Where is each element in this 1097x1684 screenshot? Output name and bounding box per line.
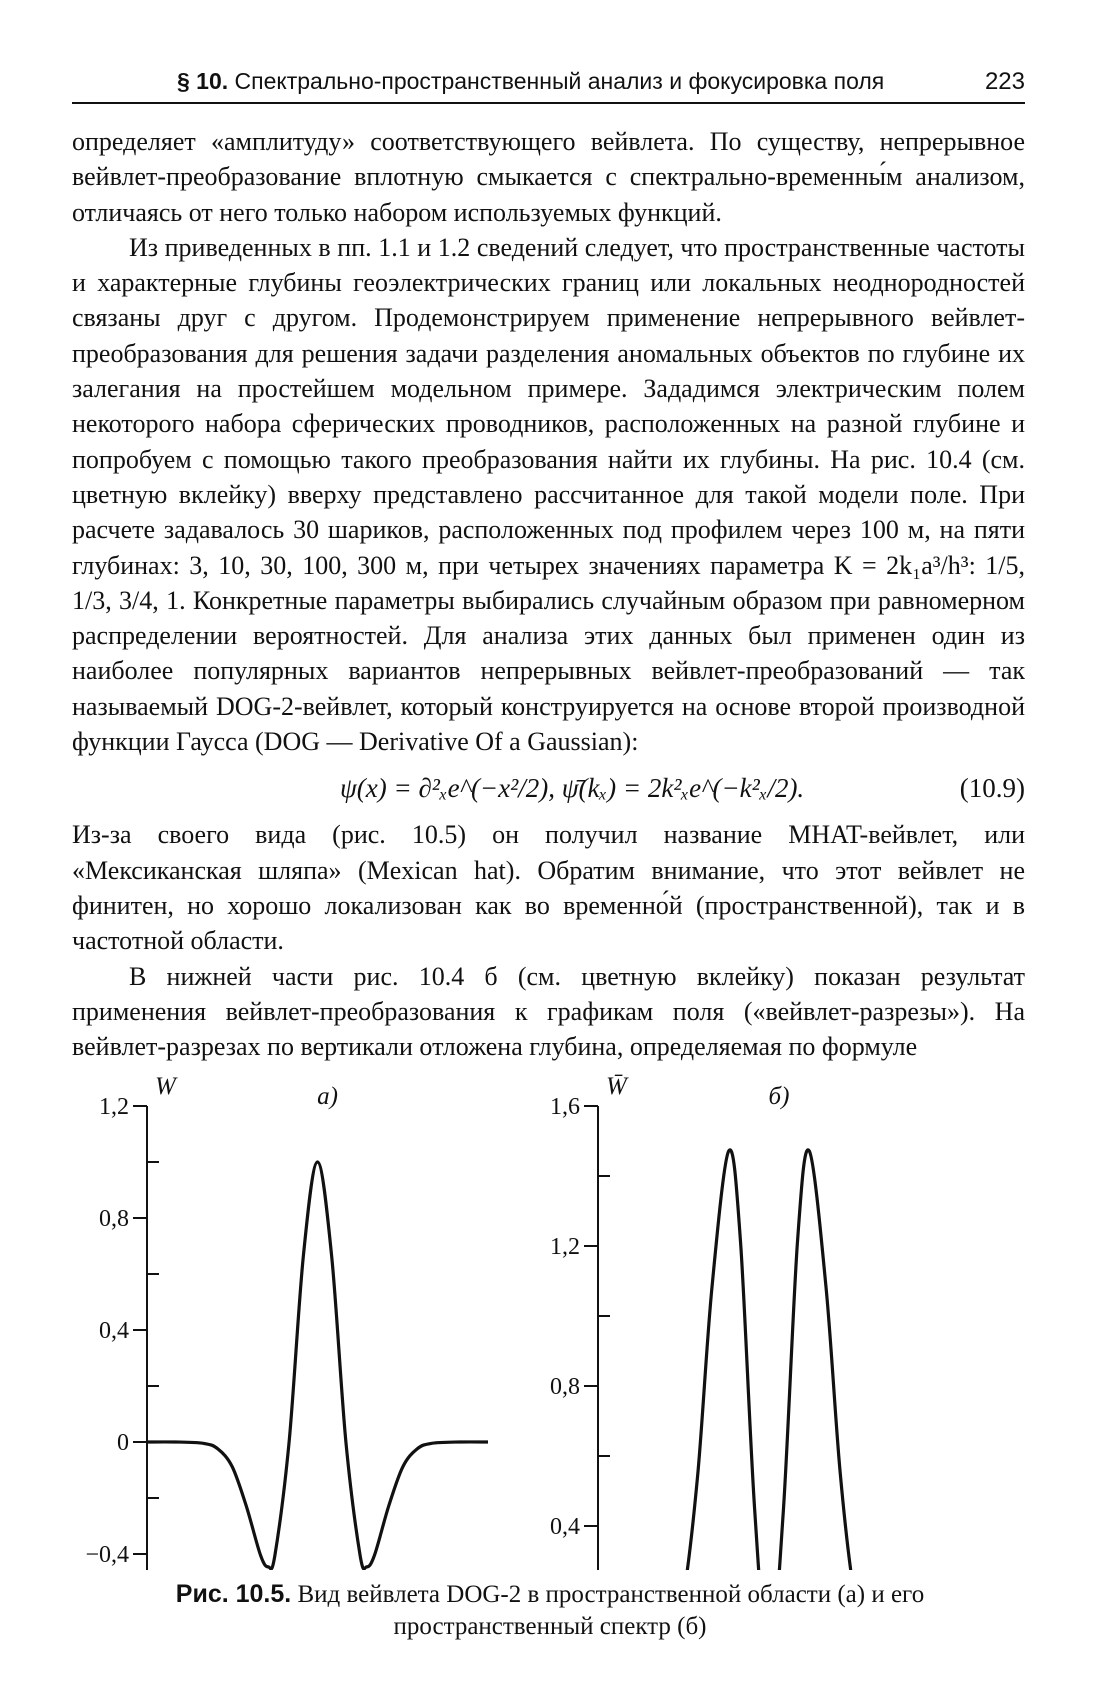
section-heading: § 10. Спектрально-пространственный анализ и фокусировка поля xyxy=(177,68,885,94)
figure-svg xyxy=(60,1070,1040,1570)
y-axis-label: W̄ xyxy=(606,1073,627,1100)
equation xyxy=(72,759,1025,817)
y-tick-label: 0,4 xyxy=(550,1514,580,1540)
y-tick-label: 0,8 xyxy=(99,1206,129,1232)
body-text xyxy=(72,124,1025,1064)
paragraph: определяет «амплитуду» соответствующего вейвлета. По существу, непрерывное вейвлет-преобразование вплотную смыкается с спектрально-временны́м анализом, отличаясь от него только набором используемых функций. xyxy=(72,127,1025,227)
y-tick-label: 0 xyxy=(117,1430,129,1456)
caption-label: Рис. 10.5. xyxy=(175,1580,292,1608)
series-line xyxy=(147,1162,488,1569)
series-line xyxy=(598,1150,940,1570)
y-tick-label: 1,2 xyxy=(550,1234,580,1260)
caption-text: Вид вейвлета DOG-2 в пространственной области (а) и его пространственный спектр (б) xyxy=(297,1581,925,1640)
figure-10-5 xyxy=(60,1070,1040,1570)
y-tick-label: 1,6 xyxy=(550,1094,580,1120)
equation-number: (10.9) xyxy=(959,773,1025,804)
y-tick-label: 1,2 xyxy=(99,1094,129,1120)
equation-body: ψ(x) = ∂²ₓe^(−x²/2), ψ̄(kₓ) = 2k²ₓe^(−k²ₓ/2). xyxy=(340,773,805,804)
figure-caption xyxy=(120,1578,980,1643)
running-head xyxy=(72,62,1025,104)
page-number: 223 xyxy=(984,68,1025,95)
y-tick-label: −0,4 xyxy=(85,1542,129,1568)
y-tick-label: 0,4 xyxy=(99,1318,129,1344)
y-axis-label: W xyxy=(155,1073,176,1100)
paragraph: Из-за своего вида (рис. 10.5) он получил название MHAT-вейвлет, или «Мексиканская шляпа» (Mexican hat). Обратим внимание, что этот вейвлет не финитен, но хорошо локализован как во временно́й (пространственной), так и в частотной области. xyxy=(72,820,1025,956)
panel-label: б) xyxy=(768,1083,790,1110)
panel-label: а) xyxy=(317,1083,338,1110)
paragraph: Из приведенных в пп. 1.1 и 1.2 сведений следует, что пространственные частоты и характерные глубины геоэлектрических границ или локальных неоднородностей связаны друг с другом. Продемонстрируем применение непрерывного вейвлет-преобразования для решения задачи разделения аномальных объектов по глубине их залегания на простейшем модельном примере. Зададимся электрическим полем некоторого набора сферических проводников, расположенных на разной глубине и попробуем с помощью такого преобразования найти их глубины. На рис. 10.4 (см. цветную вклейку) вверху представлено рассчитанное для такой модели поле. При расчете задавалось 30 шариков, расположенных под профилем через 100 м, на пяти глубинах: 3, 10, 30, 100, 300 м, при четырех значениях параметра K = 2k₁a³/h³: 1/5, 1/3, 3/4, 1. Конкретные параметры выбирались случайным образом при равномерном распределении вероятностей. Для анализа этих данных был применен один из наиболее популярных вариантов непрерывных вейвлет-преобразований — так называемый DOG-2-вейвлет, который конструируется на основе второй производной функции Гаусса (DOG — Derivative Of a Gaussian): xyxy=(72,232,1025,757)
y-tick-label: 0,8 xyxy=(550,1374,580,1400)
paragraph: В нижней части рис. 10.4 б (см. цветную вклейку) показан результат применения вейвлет-преобразования к графикам поля («вейвлет-разрезы»). На вейвлет-разрезах по вертикали отложена глубина, определяемая по формуле xyxy=(72,961,1025,1062)
